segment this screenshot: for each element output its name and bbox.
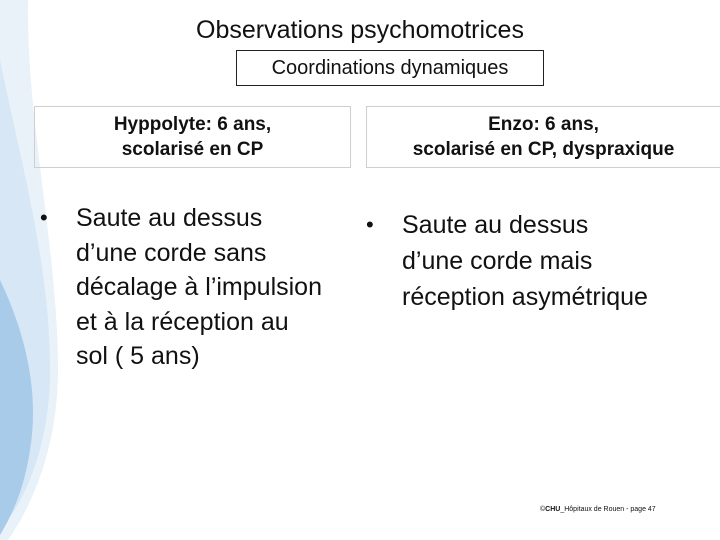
slide-footer xyxy=(540,505,656,515)
left-bullet-line-3: décalage à l’impulsion xyxy=(76,273,322,301)
footer-org: CHU xyxy=(545,506,561,513)
right-header-line-2: scolarisé en CP, dyspraxique xyxy=(412,139,675,160)
left-bullet-item xyxy=(40,201,322,374)
left-bullet-line-1: Saute au dessus xyxy=(76,204,263,232)
right-header-line-1: Enzo: 6 ans, xyxy=(488,114,599,135)
slide-title: Observations psychomotrices xyxy=(196,16,524,44)
footer-page-info: _Hôpitaux de Rouen - page 47 xyxy=(560,506,656,513)
subtitle-box: Coordinations dynamiques xyxy=(236,50,544,86)
bullet-dot: • xyxy=(40,205,48,230)
left-bullet-line-2: d’une corde sans xyxy=(76,238,267,267)
left-column-header xyxy=(34,106,351,168)
left-bullet-line-4: et à la réception au xyxy=(76,307,289,336)
right-bullet-line-2: d’une corde mais xyxy=(402,247,593,275)
left-header-line-2: scolarisé en CP xyxy=(121,139,264,160)
left-header-line-1: Hyppolyte: 6 ans, xyxy=(113,114,272,135)
right-bullet-item xyxy=(366,207,648,315)
left-bullet-line-5: sol ( 5 ans) xyxy=(76,342,200,370)
footer-copyright: © xyxy=(540,506,546,513)
right-bullet-line-1: Saute au dessus xyxy=(402,211,589,239)
right-bullet-line-3: réception asymétrique xyxy=(402,283,648,311)
right-column-header xyxy=(366,106,720,168)
bullet-dot: • xyxy=(366,212,374,237)
